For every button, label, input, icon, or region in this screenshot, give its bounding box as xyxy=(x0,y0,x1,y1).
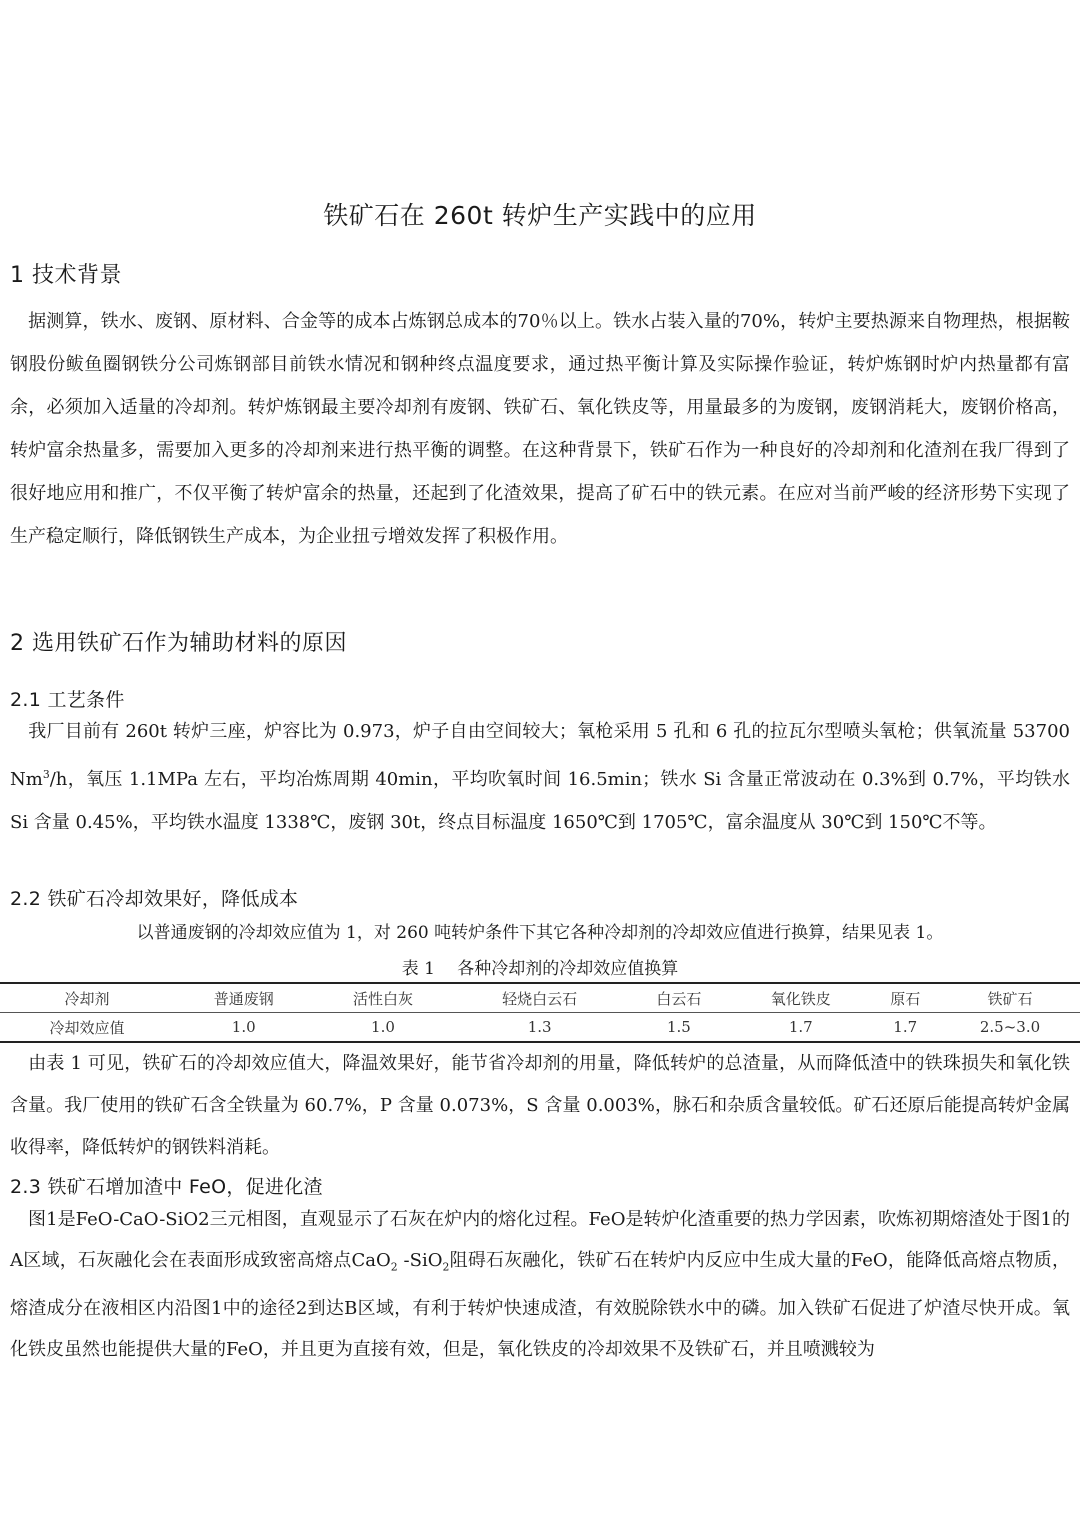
table-intro-note: 以普通废钢的冷却效应值为 1，对 260 吨转炉条件下其它各种冷却剂的冷却效应值进行换算，结果见表 1。 xyxy=(136,923,944,943)
section-2-1-text-a: 我厂目前有 260t 转炉三座，炉容比为 0.973，炉子自由空间较大；氧枪采用 5 孔和 6 孔的拉瓦尔型喷头氧枪；供氧流量 53700 Nm xyxy=(10,721,1070,790)
section-2-2-paragraph: 由表 1 可见，铁矿石的冷却效应值大，降温效果好，能节省冷却剂的用量，降低转炉的总渣量，从而降低渣中的铁珠损失和氧化铁含量。我厂使用的铁矿石含全铁量为 60.7%，P 含量 0.073%，S 含量 0.003%，脉石和杂质含量较低。矿石还原后能提高转炉金属收得率，降低转炉的钢铁料消耗。 xyxy=(10,1053,1070,1158)
table-header-cell: 铁矿石 xyxy=(940,983,1080,1013)
table-header-row xyxy=(0,983,1080,1013)
section-2-1-heading: 2.1 工艺条件 xyxy=(10,689,125,711)
section-2-heading: 2 选用铁矿石作为辅助材料的原因 xyxy=(10,631,347,656)
table-cell: 2.5~3.0 xyxy=(979,1018,1041,1036)
section-2-3-text-b: -SiO xyxy=(397,1250,443,1271)
section-2-1-text-b: /h，氧压 1.1MPa 左右，平均冶炼周期 40min，平均吹氧时间 16.5min；铁水 Si 含量正常波动在 0.3%到 0.7%，平均铁水 Si 含量 0.45%，平均铁水温度 1338℃，废钢 30t，终点目标温度 1650℃到 1705℃，富余温度从 30℃到 150℃不等。 xyxy=(10,769,1070,833)
section-2-3-subscript: 2 xyxy=(442,1260,450,1274)
table-cell: 冷却效应值 xyxy=(49,1018,125,1037)
section-2-2-heading: 2.2 铁矿石冷却效果好，降低成本 xyxy=(10,888,299,910)
cooling-effect-table xyxy=(0,982,1080,1043)
table-header-cell: 白云石 xyxy=(627,983,731,1013)
table-header-cell: 普通废钢 xyxy=(174,983,313,1013)
table-header-cell: 活性白灰 xyxy=(313,983,452,1013)
table-row xyxy=(0,1013,1080,1043)
section-2-3-heading: 2.3 铁矿石增加渣中 FeO，促进化渣 xyxy=(10,1176,323,1198)
section-2-3-text-c: 阻碍石灰融化，铁矿石在转炉内反应中生成大量的FeO，能降低高熔点物质，熔渣成分在液相区内沿图1中的途径2到达B区域，有利于转炉快速成渣，有效脱除铁水中的磷。加入铁矿石促进了炉渣尽快开成。氧化铁皮虽然也能提供大量的FeO，并且更为直接有效，但是，氧化铁皮的冷却效果不及铁矿石，并且喷溅较为 xyxy=(10,1250,1070,1360)
table-cell: 1.0 xyxy=(371,1018,395,1036)
table-1-caption: 表 1 各种冷却剂的冷却效应值换算 xyxy=(401,959,679,979)
table-cell: 1.7 xyxy=(788,1018,813,1036)
table-cell: 1.0 xyxy=(231,1018,256,1036)
section-2-3-subscript: 2 xyxy=(390,1260,398,1274)
table-cell: 1.7 xyxy=(893,1018,918,1036)
table-cell: 1.5 xyxy=(666,1018,691,1036)
section-2-3-paragraph xyxy=(10,1199,1070,1370)
section-1-paragraph: 据测算，铁水、废钢、原材料、合金等的成本占炼钢总成本的70％以上。铁水占装入量的70%，转炉主要热源来自物理热，根据鞍钢股份鲅鱼圈钢铁分公司炼钢部目前铁水情况和钢种终点温度要求，通过热平衡计算及实际操作验证，转炉炼钢时炉内热量都有富余，必须加入适量的冷却剂。转炉炼钢最主要冷却剂有废钢、铁矿石、氧化铁皮等，用量最多的为废钢，废钢消耗大，废钢价格高，转炉富余热量多，需要加入更多的冷却剂来进行热平衡的调整。在这种背景下，铁矿石作为一种良好的冷却剂和化渣剂在我厂得到了很好地应用和推广，不仅平衡了转炉富余的热量，还起到了化渣效果，提高了矿石中的铁元素。在应对当前严峻的经济形势下实现了生产稳定顺行，降低钢铁生产成本，为企业扭亏增效发挥了积极作用。 xyxy=(10,311,1070,547)
table-header-cell: 轻烧白云石 xyxy=(453,983,627,1013)
section-1-heading: 1 技术背景 xyxy=(10,263,122,288)
table-header-cell: 冷却剂 xyxy=(0,983,174,1013)
table-header-cell: 原石 xyxy=(870,983,940,1013)
section-2-1-superscript: 3 xyxy=(42,768,50,781)
table-cell: 1.3 xyxy=(527,1018,552,1036)
section-2-3-text-a: 图1是FeO-CaO-SiO2三元相图，直观显示了石灰在炉内的熔化过程。FeO是转炉化渣重要的热力学因素，吹炼初期熔渣处于图1的A区域，石灰融化会在表面形成致密高熔点CaO xyxy=(10,1209,1070,1271)
section-2-1-paragraph xyxy=(10,710,1070,844)
table-header-cell: 氧化铁皮 xyxy=(731,983,870,1013)
document-title: 铁矿石在 260t 转炉生产实践中的应用 xyxy=(323,201,757,230)
